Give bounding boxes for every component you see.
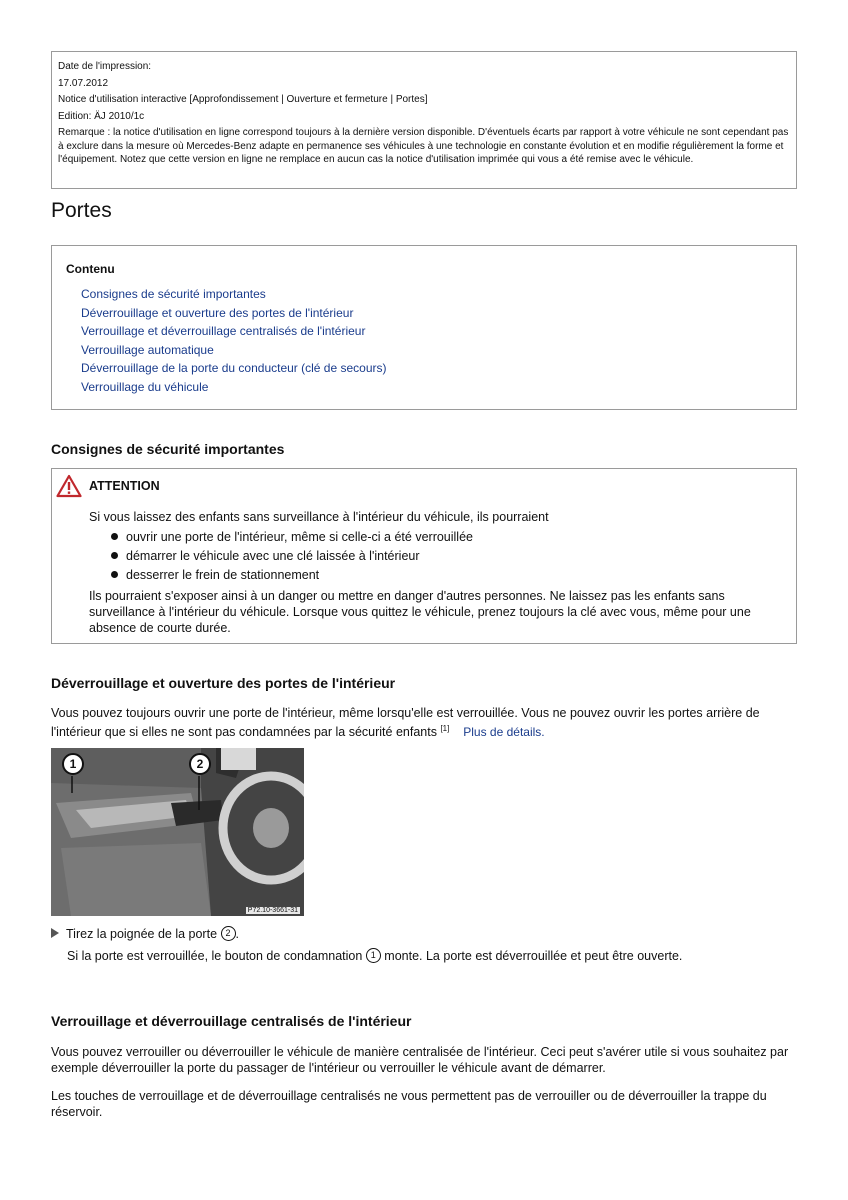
warning-triangle-icon: [56, 474, 82, 498]
section-heading-deverrouillage: Déverrouillage et ouverture des portes de l'intérieur: [51, 675, 396, 691]
callout-1-inline: 1: [366, 948, 381, 963]
step-end: .: [235, 927, 239, 941]
section-heading-verrouillage-centralise: Verrouillage et déverrouillage centralisés de l'intérieur: [51, 1013, 412, 1029]
breadcrumb: Notice d'utilisation interactive [Approfondissement | Ouverture et fermeture | Portes]: [58, 94, 428, 105]
toc-link-cle-secours[interactable]: Déverrouillage de la porte du conducteur (clé de secours): [81, 361, 387, 376]
toc-box: [51, 245, 797, 410]
toc-link-verrouillage-vehicule[interactable]: Verrouillage du véhicule: [81, 379, 209, 394]
door-interior-photo: [51, 748, 304, 916]
image-code: P72.10-3661-31: [247, 907, 298, 914]
section3-paragraph-1: Vous pouvez verrouiller ou déverrouiller le véhicule de manière centralisée de l'intérieur. Ceci peut s'avérer utile si vous souhaitez par exemple déverrouiller la porte du passager de l'intérieur ou verrouiller le véhicule avant de démarrer.: [51, 1045, 789, 1075]
callout-2: 2: [189, 753, 211, 775]
warning-outro: Ils pourraient s'exposer ainsi à un danger ou mettre en danger d'autres personnes. Ne laissez pas les enfants sans surveillance à l'intérieur du véhicule. Lorsque vous quittez le véhicule, prenez toujours la clé avec vous, même pour une absence de courte durée.: [89, 589, 751, 635]
callout-1: 1: [62, 753, 84, 775]
print-info-box: [51, 51, 797, 189]
toc-heading: Contenu: [66, 262, 115, 276]
toc-link-deverrouillage-interieur[interactable]: Déverrouillage et ouverture des portes de l'intérieur: [81, 305, 354, 320]
section2-text: Vous pouvez toujours ouvrir une porte de l'intérieur, même lorsqu'elle est verrouillée. Vous ne pouvez ouvrir les portes arrière de l'intérieur que si elles ne sont pas condamnées par la sécurité enfants: [51, 706, 760, 740]
warning-title: ATTENTION: [89, 479, 160, 493]
print-date-label: Date de l'impression:: [58, 61, 152, 72]
instruction-step: [51, 926, 239, 941]
remark: Remarque : la notice d'utilisation en ligne correspond toujours à la dernière version disponible. D'éventuels écarts par rapport à votre véhicule ne sont cependant pas à exclure dans la mesure où Mercedes-Benz adapte en permanence ses véhicules à une technologie en constante évolution et en modifie régulièrement la forme et l'équipement. Notez que cette version en ligne ne remplace en aucun cas la notice d'utilisation imprimée qui vous a été remise avec le véhicule.: [58, 127, 789, 165]
print-date-value: 17.07.2012: [58, 77, 109, 89]
instruction-result: [67, 948, 682, 963]
step-text: Tirez la poignée de la porte: [66, 927, 218, 941]
page-title: Portes: [51, 199, 112, 222]
result-text-after: monte. La porte est déverrouillée et peut être ouverte.: [384, 949, 683, 963]
toc-link-consignes[interactable]: Consignes de sécurité importantes: [81, 287, 266, 301]
toc-link-verrouillage-automatique[interactable]: Verrouillage automatique: [81, 342, 214, 357]
edition: Edition: ÄJ 2010/1c: [58, 110, 145, 122]
callout-2-inline: 2: [221, 926, 236, 941]
more-details-link[interactable]: Plus de détails.: [463, 725, 545, 740]
warning-intro: Si vous laissez des enfants sans surveillance à l'intérieur du véhicule, ils pourraient: [89, 510, 549, 524]
door-interior-illustration: [51, 748, 304, 916]
section3-paragraph-2: Les touches de verrouillage et de déverrouillage centralisés ne vous permettent pas de verrouiller ou de déverrouiller la trappe du réservoir.: [51, 1089, 767, 1119]
section-heading-consignes: Consignes de sécurité importantes: [51, 441, 285, 457]
result-text-before: Si la porte est verrouillée, le bouton de condamnation: [67, 949, 363, 963]
step-arrow-icon: [51, 928, 59, 938]
warning-list-item: desserrer le frein de stationnement: [111, 567, 473, 586]
section2-paragraph: [51, 705, 791, 740]
warning-list-item: ouvrir une porte de l'intérieur, même si celle-ci a été verrouillée: [111, 529, 473, 548]
footnote-marker: [1]: [440, 724, 450, 733]
toc-link-verrouillage-centralise[interactable]: Verrouillage et déverrouillage centralisés de l'intérieur: [81, 324, 366, 339]
warning-list-item: démarrer le véhicule avec une clé laissée à l'intérieur: [111, 548, 473, 567]
warning-list: [111, 529, 473, 586]
